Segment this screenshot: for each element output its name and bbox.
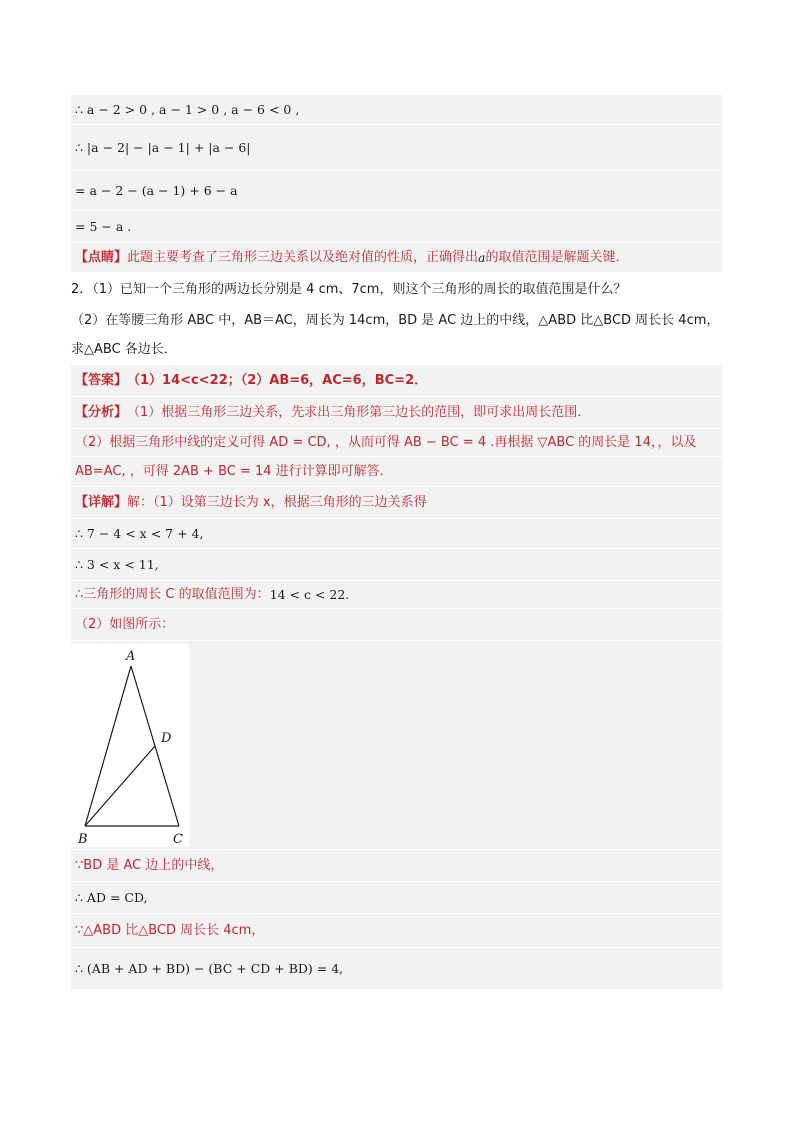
- question-2-part2-end: [71, 335, 723, 365]
- answer-line: [71, 365, 723, 397]
- figure-row: [71, 641, 723, 850]
- perimeter-difference-text: ∵△ABD 比△BCD 周长长 4cm，: [75, 922, 265, 938]
- solution-line: = 5 − a .: [75, 218, 132, 234]
- summary-tag: 【点睛】: [75, 249, 128, 265]
- solution-line: ∴ AD = CD,: [75, 889, 148, 905]
- median-bd: [85, 746, 155, 826]
- analysis-line-2: [71, 429, 723, 457]
- answer-text: （1）14<c<22；（2）AB=6，AC=6，BC=2．: [127, 372, 428, 388]
- question-text: （2）在等腰三角形 ABC 中，AB＝AC，周长为 14cm，BD 是 AC 边上的中线，△ABD 比△BCD 周长长 4cm，: [71, 313, 720, 328]
- perimeter-math: 14 < c < 22.: [269, 586, 350, 602]
- question-2-part2: [71, 307, 723, 335]
- detail-perimeter-range: [71, 581, 723, 609]
- triangle-figure: [71, 644, 189, 847]
- vertex-label-c: C: [173, 832, 183, 847]
- detail-part2-intro: [71, 609, 723, 641]
- solution-line: ∴ 7 − 4 < x < 7 + 4,: [75, 525, 204, 541]
- analysis-text: （2）根据三角形中线的定义可得 AD = CD, ，从而可得 AB − BC = 4 .再根据 ▽ABC 的周长是 14，，以及: [75, 434, 697, 450]
- detail-tag: 【详解】: [75, 494, 128, 510]
- line-abs-expression: [71, 125, 723, 171]
- analysis-text: （1）根据三角形三边关系，先求出三角形第三边长的范围，即可求出周长范围．: [127, 404, 591, 420]
- solution-line: ∴ a − 2 > 0 , a − 1 > 0 , a − 6 < 0 ,: [75, 101, 300, 117]
- analysis-tag: 【分析】: [75, 404, 128, 420]
- line-inequalities: [71, 95, 723, 125]
- perimeter-text: ∴三角形的周长 C 的取值范围为：: [75, 586, 270, 602]
- document-page: [71, 95, 723, 990]
- triangle-diagram: [71, 644, 189, 847]
- perimeter-difference-statement: [71, 914, 723, 948]
- analysis-line: [71, 397, 723, 429]
- question-text: 求△ABC 各边长．: [71, 342, 177, 357]
- median-statement: [71, 850, 723, 882]
- perimeter-difference-equation: [71, 948, 723, 990]
- vertex-label-b: B: [78, 832, 88, 847]
- answer-tag: 【答案】: [75, 372, 128, 388]
- solution-line: ∴ (AB + AD + BD) − (BC + CD + BD) = 4,: [75, 960, 344, 976]
- part2-intro-text: （2）如图所示：: [75, 616, 175, 632]
- analysis-text: AB=AC, ，可得 2AB + BC = 14 进行计算即可解答．: [75, 463, 393, 479]
- solution-line: = a − 2 − (a − 1) + 6 − a: [75, 182, 238, 198]
- side-ab: [85, 666, 131, 826]
- median-text: ∵BD 是 AC 边上的中线，: [75, 857, 224, 873]
- vertex-label-d: D: [161, 731, 172, 746]
- analysis-line-3: [71, 457, 723, 487]
- question-text: 2．（1）已知一个三角形的两边长分别是 4 cm、7cm，则这个三角形的周长的取值范围是什么？: [71, 282, 627, 297]
- line-summary: [71, 243, 723, 273]
- detail-inequality-1: [71, 519, 723, 549]
- solution-line: ∴ 3 < x < 11,: [75, 556, 159, 572]
- line-simplify: [71, 171, 723, 211]
- detail-inequality-2: [71, 549, 723, 581]
- line-result: [71, 211, 723, 243]
- summary-text: 此题主要考查了三角形三边关系以及绝对值的性质，正确得出: [127, 249, 479, 265]
- solution-line: ∴ |a − 2| − |a − 1| + |a − 6|: [75, 139, 251, 155]
- summary-variable: a: [478, 249, 486, 265]
- equal-segments: [71, 882, 723, 914]
- detail-line: [71, 487, 723, 519]
- question-2-part1: [71, 273, 723, 307]
- vertex-label-a: A: [126, 649, 136, 664]
- summary-text-end: 的取值范围是解题关键．: [485, 249, 629, 265]
- detail-text: 解：（1）设第三边长为 x，根据三角形的三边关系得: [127, 494, 427, 510]
